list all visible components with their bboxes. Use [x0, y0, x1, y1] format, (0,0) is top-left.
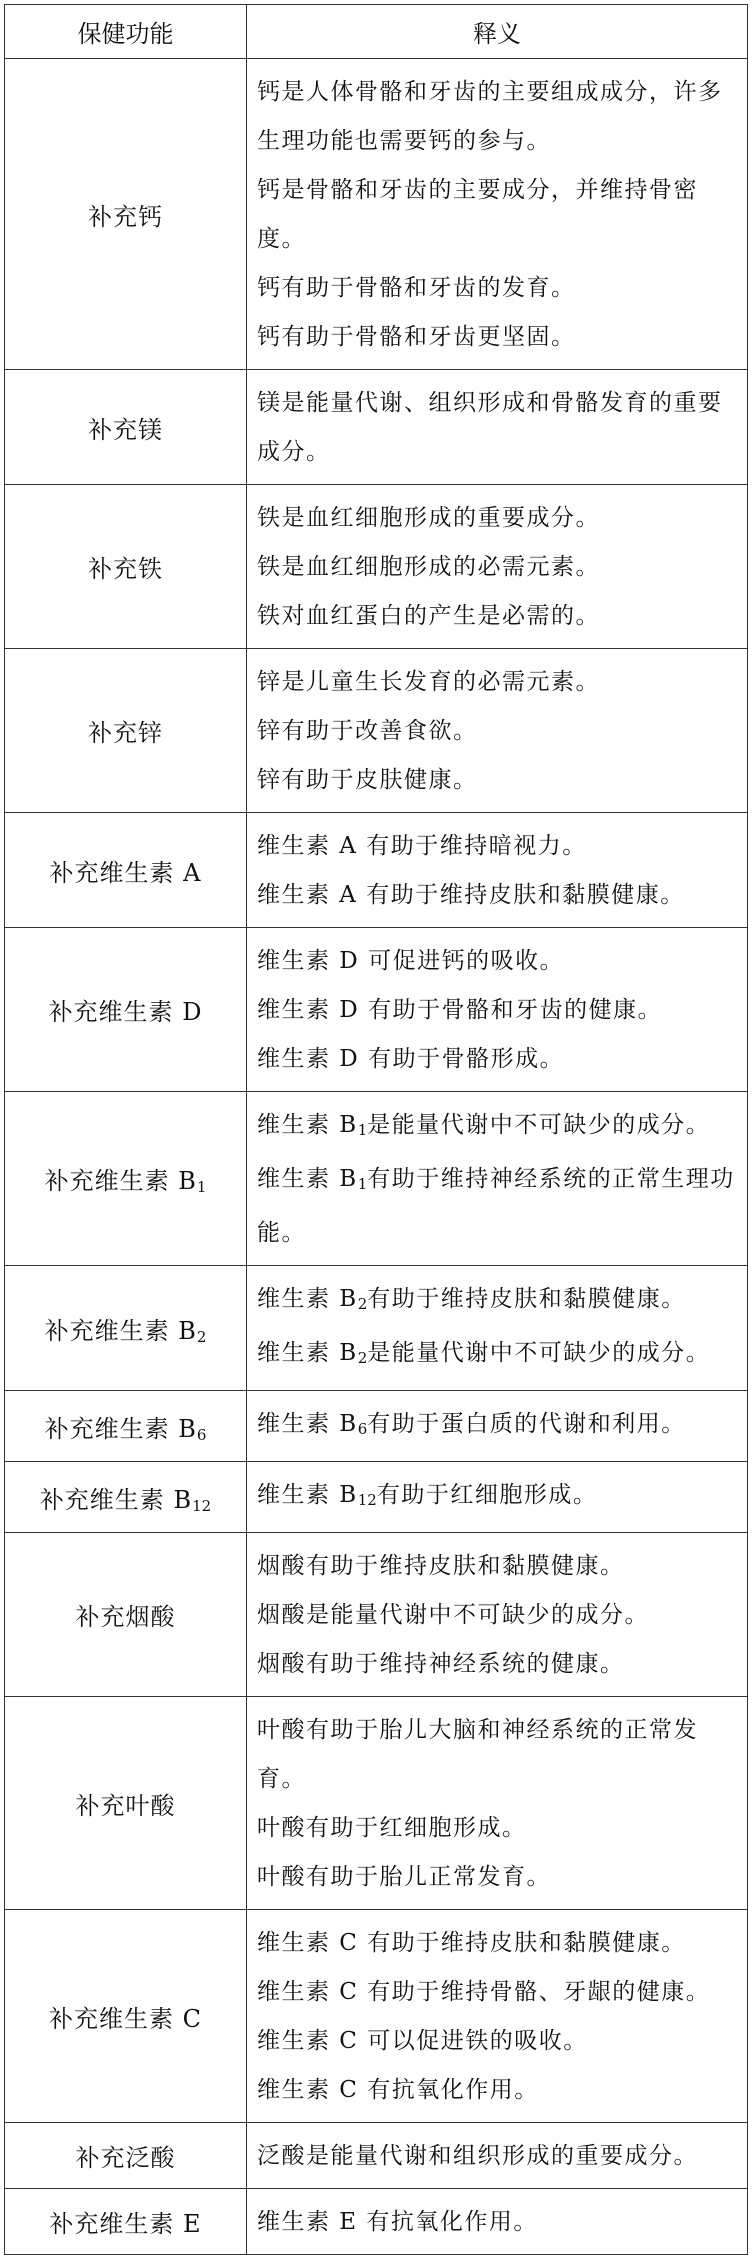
- meaning-line: 烟酸有助于维持皮肤和黏膜健康。: [257, 1553, 625, 1579]
- function-name: 补充维生素 B: [44, 1414, 197, 1443]
- meaning-line: 叶酸有助于红细胞形成。: [257, 1815, 527, 1841]
- line-text: 是能量代谢中不可缺少的成分。: [367, 1340, 711, 1366]
- line-text: 有助于维持神经系统的正常生理功能。: [257, 1166, 735, 1246]
- meaning-cell: [247, 2123, 748, 2189]
- table-header-row: [5, 5, 748, 59]
- meaning-line: [257, 1329, 739, 1383]
- subscript: 6: [196, 1425, 207, 1444]
- meaning-line: 维生素 D 可促进钙的吸收。: [257, 948, 565, 974]
- meaning-line: 烟酸有助于维持神经系统的健康。: [257, 1651, 625, 1677]
- table-row: [5, 1092, 748, 1266]
- meaning-line: [257, 1101, 739, 1155]
- meaning-cell: [247, 649, 748, 813]
- meaning-line: 铁是血红细胞形成的重要成分。: [257, 505, 600, 531]
- health-function-table-container: [4, 4, 747, 2255]
- subscript: 6: [357, 1420, 368, 1438]
- line-prefix: 维生素 B: [257, 1112, 358, 1138]
- table-row: [5, 928, 748, 1092]
- meaning-line: [257, 1275, 739, 1329]
- meaning-line: 叶酸有助于胎儿正常发育。: [257, 1864, 551, 1890]
- meaning-line: 钙是人体骨骼和牙齿的主要组成成分，许多生理功能也需要钙的参与。: [257, 79, 723, 154]
- meaning-line: 维生素 C 有助于维持骨骼、牙龈的健康。: [257, 1979, 711, 2005]
- meaning-line: 泛酸是能量代谢和组织形成的重要成分。: [257, 2143, 698, 2169]
- subscript: 2: [196, 1327, 207, 1346]
- meaning-cell: [247, 370, 748, 485]
- meaning-line: 锌有助于皮肤健康。: [257, 767, 478, 793]
- table-row: [5, 2189, 748, 2255]
- meaning-line: 维生素 C 有抗氧化作用。: [257, 2077, 539, 2103]
- meaning-line: 铁是血红细胞形成的必需元素。: [257, 554, 600, 580]
- meaning-cell: [247, 2189, 748, 2255]
- table-row: [5, 1391, 748, 1462]
- meaning-cell: [247, 485, 748, 649]
- table-row: [5, 1697, 748, 1910]
- function-cell: [5, 1266, 247, 1391]
- subscript: 12: [357, 1491, 377, 1509]
- table-row: [5, 813, 748, 928]
- line-prefix: 维生素 B: [257, 1340, 358, 1366]
- meaning-cell: [247, 1462, 748, 1533]
- table-row: [5, 59, 748, 370]
- meaning-line: 钙有助于骨骼和牙齿的发育。: [257, 275, 576, 301]
- meaning-line: 叶酸有助于胎儿大脑和神经系统的正常发育。: [257, 1717, 698, 1792]
- line-prefix: 维生素 B: [257, 1166, 358, 1192]
- meaning-cell: [247, 1697, 748, 1910]
- table-row: [5, 2123, 748, 2189]
- table-row: [5, 1533, 748, 1697]
- function-cell: [5, 1462, 247, 1533]
- meaning-cell: [247, 1533, 748, 1697]
- meaning-cell: [247, 59, 748, 370]
- function-cell: 补充铁: [5, 485, 247, 649]
- column-header-meaning: 释义: [247, 5, 748, 59]
- function-cell: 补充维生素 C: [5, 1910, 247, 2123]
- table-row: [5, 1910, 748, 2123]
- health-function-table: [4, 4, 748, 2255]
- meaning-line: 维生素 C 有助于维持皮肤和黏膜健康。: [257, 1930, 686, 1956]
- meaning-cell: [247, 813, 748, 928]
- line-text: 有助于维持皮肤和黏膜健康。: [367, 1286, 686, 1312]
- function-cell: [5, 1092, 247, 1266]
- meaning-line: [257, 1471, 739, 1525]
- meaning-cell: [247, 1391, 748, 1462]
- meaning-cell: [247, 1266, 748, 1391]
- meaning-line: 维生素 D 有助于骨骼形成。: [257, 1046, 565, 1072]
- meaning-line: 维生素 C 可以促进铁的吸收。: [257, 2028, 588, 2054]
- meaning-cell: [247, 1910, 748, 2123]
- subscript: 1: [357, 1121, 368, 1139]
- meaning-cell: [247, 1092, 748, 1266]
- column-header-function: 保健功能: [5, 5, 247, 59]
- meaning-cell: [247, 928, 748, 1092]
- meaning-line: 镁是能量代谢、组织形成和骨骼发育的重要成分。: [257, 390, 723, 465]
- table-row: [5, 649, 748, 813]
- line-prefix: 维生素 B: [257, 1411, 358, 1437]
- function-cell: 补充钙: [5, 59, 247, 370]
- function-cell: 补充锌: [5, 649, 247, 813]
- subscript: 2: [357, 1295, 368, 1313]
- function-name: 补充维生素 B: [39, 1485, 193, 1514]
- line-text: 有助于红细胞形成。: [376, 1482, 598, 1508]
- meaning-line: [257, 1155, 739, 1258]
- line-text: 是能量代谢中不可缺少的成分。: [367, 1112, 711, 1138]
- line-prefix: 维生素 B: [257, 1482, 358, 1508]
- subscript: 12: [192, 1496, 212, 1515]
- meaning-line: 铁对血红蛋白的产生是必需的。: [257, 603, 600, 629]
- table-row: [5, 485, 748, 649]
- table-row: [5, 370, 748, 485]
- meaning-line: 钙有助于骨骼和牙齿更坚固。: [257, 324, 576, 350]
- table-row: [5, 1462, 748, 1533]
- line-prefix: 维生素 B: [257, 1286, 358, 1312]
- meaning-line: 锌是儿童生长发育的必需元素。: [257, 669, 600, 695]
- meaning-line: 维生素 A 有助于维持暗视力。: [257, 833, 587, 859]
- function-cell: [5, 1391, 247, 1462]
- meaning-line: 维生素 A 有助于维持皮肤和黏膜健康。: [257, 882, 685, 908]
- function-cell: 补充叶酸: [5, 1697, 247, 1910]
- function-name: 补充维生素 B: [44, 1316, 197, 1345]
- meaning-line: 维生素 D 有助于骨骼和牙齿的健康。: [257, 997, 663, 1023]
- meaning-line: 烟酸是能量代谢中不可缺少的成分。: [257, 1602, 649, 1628]
- subscript: 2: [357, 1349, 368, 1367]
- function-name: 补充维生素 B: [44, 1167, 197, 1195]
- function-cell: 补充泛酸: [5, 2123, 247, 2189]
- subscript: 1: [196, 1178, 207, 1196]
- function-cell: 补充维生素 E: [5, 2189, 247, 2255]
- function-cell: 补充维生素 D: [5, 928, 247, 1092]
- meaning-line: [257, 1400, 739, 1454]
- table-row: [5, 1266, 748, 1391]
- line-text: 有助于蛋白质的代谢和利用。: [367, 1411, 686, 1437]
- meaning-line: 维生素 E 有抗氧化作用。: [257, 2209, 538, 2235]
- function-cell: 补充维生素 A: [5, 813, 247, 928]
- function-cell: 补充烟酸: [5, 1533, 247, 1697]
- meaning-line: 锌有助于改善食欲。: [257, 718, 478, 744]
- meaning-line: 钙是骨骼和牙齿的主要成分，并维持骨密度。: [257, 177, 698, 252]
- subscript: 1: [357, 1175, 368, 1193]
- function-cell: 补充镁: [5, 370, 247, 485]
